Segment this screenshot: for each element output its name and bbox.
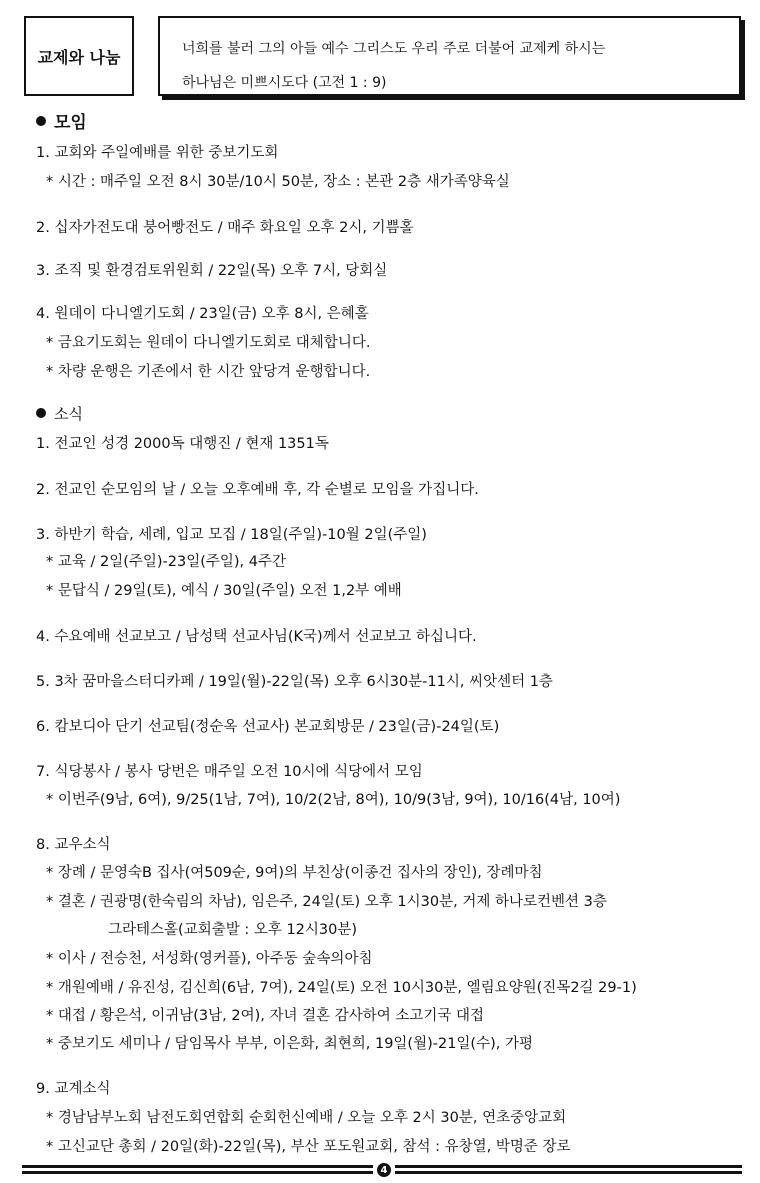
verse-line-1: 너희를 불러 그의 아들 예수 그리스도 우리 주로 더불어 교제케 하시는 bbox=[182, 41, 606, 57]
list-item: * 이사 / 전승천, 서성화(영커플), 아주동 숲속의아침 bbox=[46, 951, 373, 967]
list-item: 4. 원데이 다니엘기도회 / 23일(금) 오후 8시, 은혜홀 bbox=[36, 306, 369, 322]
list-item: * 시간 : 매주일 오전 8시 30분/10시 50분, 장소 : 본관 2층 새가족양육실 bbox=[46, 174, 510, 190]
list-item: * 고신교단 총회 / 20일(화)-22일(목), 부산 포도원교회, 참석 : 유창열, 박명준 장로 bbox=[46, 1139, 571, 1155]
list-item: * 대접 / 황은석, 이귀남(3남, 2여), 자녀 결혼 감사하여 소고기국 대접 bbox=[46, 1008, 484, 1024]
list-item: 2. 전교인 순모임의 날 / 오늘 오후예배 후, 각 순별로 모임을 가집니다. bbox=[36, 482, 479, 498]
list-item: * 이번주(9남, 6여), 9/25(1남, 7여), 10/2(2남, 8여), 10/9(3남, 9여), 10/16(4남, 10여) bbox=[46, 792, 621, 808]
list-item: * 교육 / 2일(주일)-23일(주일), 4주간 bbox=[46, 554, 287, 570]
list-item: * 결혼 / 권광명(한숙림의 차남), 임은주, 24일(토) 오후 1시30분, 거제 하나로컨벤션 3층 bbox=[46, 894, 607, 910]
list-item: 3. 조직 및 환경검토위원회 / 22일(목) 오후 7시, 당회실 bbox=[36, 263, 388, 279]
list-item: 2. 십자가전도대 붕어빵전도 / 매주 화요일 오후 2시, 기쁨홀 bbox=[36, 220, 414, 236]
list-item: 8. 교우소식 bbox=[36, 837, 111, 853]
list-item: 1. 전교인 성경 2000독 대행진 / 현재 1351독 bbox=[36, 436, 329, 452]
list-item: * 문답식 / 29일(토), 예식 / 30일(주일) 오전 1,2부 예배 bbox=[46, 583, 402, 599]
list-item: * 경남남부노회 남전도회연합회 순회헌신예배 / 오늘 오후 2시 30분, 연초중앙교회 bbox=[46, 1110, 567, 1126]
list-item: * 개원예배 / 유진성, 김신희(6남, 7여), 24일(토) 오전 10시30분, 엘림요양원(진목2길 29-1) bbox=[46, 980, 637, 996]
list-item: 5. 3차 꿈마을스터디카페 / 19일(월)-22일(목) 오후 6시30분-11시, 씨앗센터 1층 bbox=[36, 674, 553, 690]
meeting-heading: 모임 bbox=[36, 108, 87, 133]
list-item: 7. 식당봉사 / 봉사 당번은 매주일 오전 10시에 식당에서 모임 bbox=[36, 764, 423, 780]
bible-verse bbox=[158, 16, 741, 96]
list-item: 4. 수요예배 선교보고 / 남성택 선교사님(K국)께서 선교보고 하십니다. bbox=[36, 629, 477, 645]
list-item: 9. 교계소식 bbox=[36, 1081, 111, 1097]
verse-line-2: 하나님은 미쁘시도다 (고전 1 : 9) bbox=[182, 75, 387, 91]
bullet-icon bbox=[36, 116, 46, 126]
page-number: 4 bbox=[373, 1160, 395, 1180]
list-item: * 금요기도회는 원데이 다니엘기도회로 대체합니다. bbox=[46, 335, 371, 351]
list-item: * 중보기도 세미나 / 담임목사 부부, 이은화, 최현희, 19일(월)-21일(수), 가평 bbox=[46, 1036, 533, 1052]
list-item: * 장례 / 문영숙B 집사(여509순, 9여)의 부친상(이종건 집사의 장인), 장례마침 bbox=[46, 865, 543, 881]
page-footer bbox=[22, 1160, 742, 1180]
list-item: 3. 하반기 학습, 세례, 입교 모집 / 18일(주일)-10월 2일(주일) bbox=[36, 527, 427, 543]
list-item: 6. 캄보디아 단기 선교팀(정순옥 선교사) 본교회방문 / 23일(금)-24일(토) bbox=[36, 719, 500, 735]
list-item: * 차량 운행은 기존에서 한 시간 앞당겨 운행합니다. bbox=[46, 364, 371, 380]
news-heading: 소식 bbox=[36, 403, 83, 424]
bullet-icon bbox=[36, 408, 46, 418]
section-title: 교제와 나눔 bbox=[24, 16, 134, 96]
list-item: 1. 교회와 주일예배를 위한 중보기도회 bbox=[36, 145, 279, 161]
list-item: 그라테스홀(교회출발 : 오후 12시30분) bbox=[108, 922, 358, 938]
